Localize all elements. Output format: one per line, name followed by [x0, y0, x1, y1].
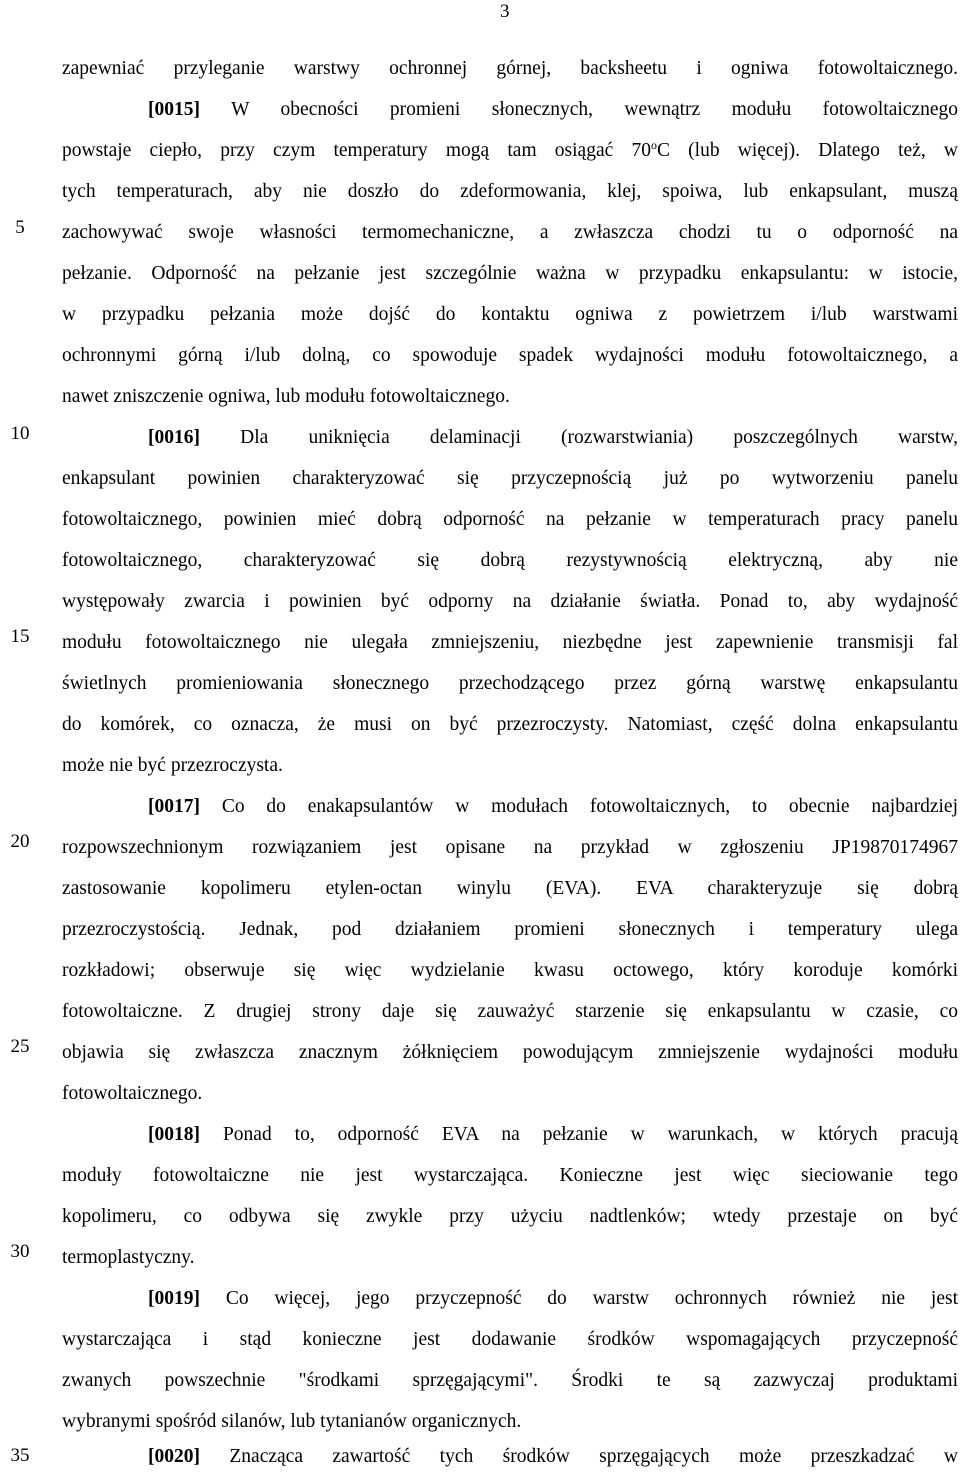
text-line — [62, 139, 958, 163]
line-number-5: 5 — [15, 217, 25, 238]
paragraph-tag: [0017] — [148, 796, 200, 817]
line-number-15: 15 — [10, 626, 30, 647]
line-number-35: 35 — [10, 1445, 30, 1466]
paragraph-tag: [0015] — [148, 99, 200, 120]
paragraph-0016-start — [148, 426, 958, 450]
text-line: w przypadku pełzania może dojść do kontaktu ogniwa z powietrzem i/lub warstwami — [62, 304, 958, 325]
text-line: objawia się zwłaszcza znacznym żółknięciem powodującym zmniejszenie wydajności modułu — [62, 1042, 958, 1063]
text-line: zwanych powszechnie "środkami sprzęgającymi". Środki te są zazwyczaj produktami — [62, 1370, 958, 1391]
paragraph-tag: [0018] — [148, 1124, 200, 1145]
text-line: występowały zwarcia i powinien być odporny na działanie światła. Ponad to, aby wydajność — [62, 591, 958, 612]
text-span: Co więcej, jego przyczepność do warstw ochronnych również nie jest — [200, 1288, 958, 1309]
text-line: wybranymi spośród silanów, lub tytanianów organicznych. — [62, 1411, 522, 1432]
paragraph-0020-start — [148, 1445, 958, 1469]
degree-superscript: o — [650, 138, 657, 152]
text-line: rozkładowi; obserwuje się więc wydzielanie kwasu octowego, który koroduje komórki — [62, 960, 958, 981]
line-number-20: 20 — [10, 831, 30, 852]
text-line: fotowoltaicznego, charakteryzować się dobrą rezystywnością elektryczną, aby nie — [62, 550, 958, 571]
paragraph-0018-start — [148, 1123, 958, 1147]
paragraph-0017-start — [148, 795, 958, 819]
text-line: zastosowanie kopolimeru etylen-octan winylu (EVA). EVA charakteryzuje się dobrą — [62, 878, 958, 899]
text-span: Ponad to, odporność EVA na pełzanie w warunkach, w których pracują — [200, 1124, 958, 1145]
text-span: Co do enakapsulantów w modułach fotowoltaicznych, to obecnie najbardziej — [200, 796, 958, 817]
page-number: 3 — [500, 1, 510, 22]
text-line: do komórek, co oznacza, że musi on być przezroczysty. Natomiast, część dolna enkapsulantu — [62, 714, 958, 735]
text-line: może nie być przezroczysta. — [62, 755, 283, 776]
paragraph-0015-start — [148, 98, 958, 122]
text-line: tych temperaturach, aby nie doszło do zdeformowania, klej, spoiwa, lub enkapsulant, muszą — [62, 181, 958, 202]
paragraph-tag: [0016] — [148, 427, 200, 448]
text-line: enkapsulant powinien charakteryzować się przyczepnością już po wytworzeniu panelu — [62, 468, 958, 489]
line-number-30: 30 — [10, 1241, 30, 1262]
text-span: powstaje ciepło, przy czym temperatury mogą tam osiągać 70 — [62, 140, 651, 161]
text-span: Znacząca zawartość tych środków sprzęgających może przeszkadzać w — [200, 1446, 958, 1467]
paragraph-tag: [0019] — [148, 1288, 200, 1309]
text-span: W obecności promieni słonecznych, wewnątrz modułu fotowoltaicznego — [200, 99, 958, 120]
text-line: wystarczająca i stąd konieczne jest dodawanie środków wspomagających przyczepność — [62, 1329, 958, 1350]
text-line: fotowoltaicznego. — [62, 1083, 203, 1104]
text-span: Dla uniknięcia delaminacji (rozwarstwiania) poszczególnych warstw, — [200, 427, 958, 448]
text-line: kopolimeru, co odbywa się zwykle przy użyciu nadtlenków; wtedy przestaje on być — [62, 1206, 958, 1227]
paragraph-0019-start — [148, 1287, 958, 1311]
text-span: C (lub więcej). Dlatego też, w — [656, 140, 958, 161]
text-line: modułu fotowoltaicznego nie ulegała zmniejszeniu, niezbędne jest zapewnienie transmisji fal — [62, 632, 958, 653]
line-number-10: 10 — [10, 423, 30, 444]
text-line: nawet zniszczenie ogniwa, lub modułu fotowoltaicznego. — [62, 386, 510, 407]
line-number-25: 25 — [10, 1036, 30, 1057]
text-line: ochronnymi górną i/lub dolną, co spowoduje spadek wydajności modułu fotowoltaicznego, a — [62, 345, 958, 366]
text-line: termoplastyczny. — [62, 1247, 195, 1268]
text-line: fotowoltaicznego, powinien mieć dobrą odporność na pełzanie w temperaturach pracy panelu — [62, 509, 958, 530]
text-line: przezroczystością. Jednak, pod działaniem promieni słonecznych i temperatury ulega — [62, 919, 958, 940]
text-line: zachowywać swoje własności termomechaniczne, a zwłaszcza chodzi tu o odporność na — [62, 222, 958, 243]
text-line: moduły fotowoltaiczne nie jest wystarczająca. Konieczne jest więc sieciowanie tego — [62, 1165, 958, 1186]
text-line: rozpowszechnionym rozwiązaniem jest opisane na przykład w zgłoszeniu JP19870174967 — [62, 837, 958, 858]
text-line: świetlnych promieniowania słonecznego przechodzącego przez górną warstwę enkapsulantu — [62, 673, 958, 694]
text-line: fotowoltaiczne. Z drugiej strony daje się zauważyć starzenie się enkapsulantu w czasie, co — [62, 1001, 958, 1022]
text-line: zapewniać przyleganie warstwy ochronnej górnej, backsheetu i ogniwa fotowoltaicznego. — [62, 58, 958, 79]
paragraph-tag: [0020] — [148, 1446, 200, 1467]
text-line: pełzanie. Odporność na pełzanie jest szczególnie ważna w przypadku enkapsulantu: w istocie, — [62, 263, 958, 284]
